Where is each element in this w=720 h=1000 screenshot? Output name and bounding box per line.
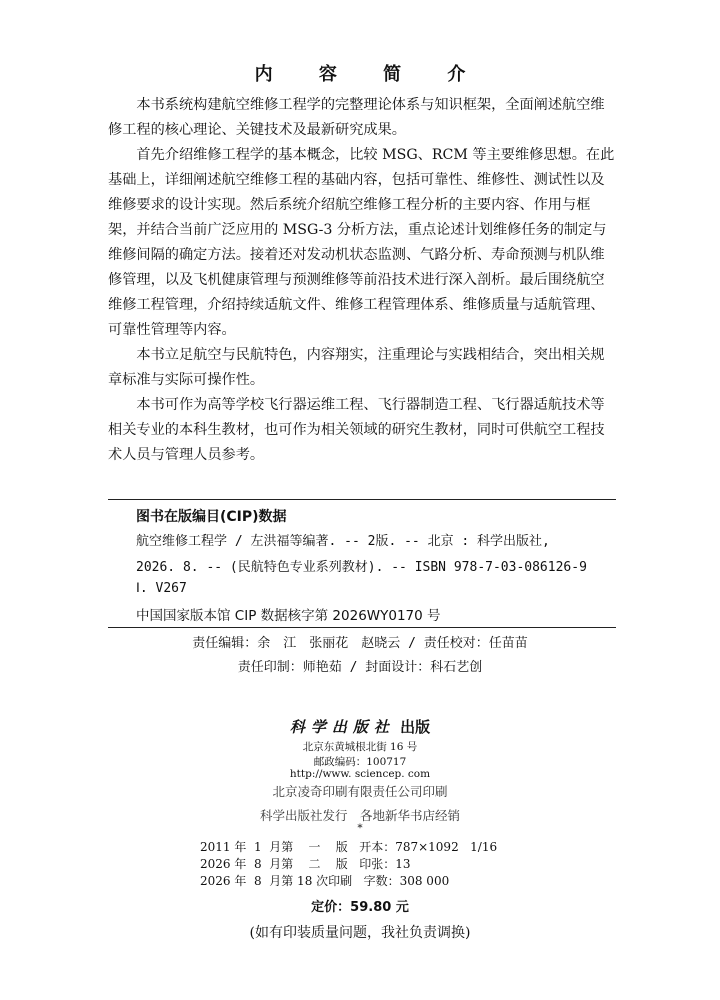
cip-line-2: 2026. 8. -- (民航特色专业系列教材). -- ISBN 978-7-03-086126-9 [136,560,587,575]
printer-name: 北京凌奇印刷有限责任公司印刷 [272,784,448,799]
publisher-website: http://www. sciencep. com [289,768,431,780]
intro-paragraph-1: 本书系统构建航空维修工程学的完整理论体系与知识框架，全面阐述航空维修工程的核心理论、关键技术及最新研究成果。 [108,97,605,138]
introduction-text [108,93,616,468]
publisher-name [0,716,720,737]
cip-top-rule [108,499,616,500]
intro-paragraph-4: 本书可作为高等学校飞行器运维工程、飞行器制造工程、飞行器适航技术等相关专业的本科生教材，也可作为相关领域的研究生教材，同时可供航空工程技术人员与管理人员参考。 [108,397,605,463]
edition-line-3: 2026 年 8 月第 18 次印刷 字数：308 000 [200,874,450,888]
edition-line-1: 2011 年 1 月第 一 版 开本：787×1092 1/16 [200,840,498,854]
separator-star: * [357,822,363,834]
cip-heading: 图书在版编目(CIP)数据 [136,509,287,525]
credits-production: 责任印制：师艳茹 / 封面设计：科石艺创 [237,660,483,675]
cip-line-1: 航空维修工程学 / 左洪福等编著. -- 2版. -- 北京 : 科学出版社, [136,534,550,549]
intro-paragraph-3: 本书立足航空与民航特色，内容翔实，注重理论与实践相结合，突出相关规章标准与实际可操作性。 [108,347,605,388]
publisher-address: 北京东黄城根北街 16 号 [302,741,418,753]
edition-line-2: 2026 年 8 月第 二 版 印张：13 [200,857,411,871]
publisher-postcode: 邮政编码：100717 [313,756,407,768]
quality-note: (如有印装质量问题，我社负责调换) [249,925,471,941]
intro-paragraph-2: 首先介绍维修工程学的基本概念，比较 MSG、RCM 等主要维修思想。在此基础上，详细阐述航空维修工程的基础内容，包括可靠性、维修性、测试性以及维修要求的设计实现。然后系统介绍航空维修工程分析的主要内容、作用与框架，并结合当前广泛应用的 MSG-3 分析方法，重点论述计划维修任务的制定与维修间隔的确定方法。接着还对发动机状态监测、气路分析、寿命预测与机队维修管理，以及飞机健康管理与预测维修等前沿技术进行深入剖析。最后围绕航空维修工程管理，介绍持续适航文件、维修工程管理体系、维修质量与适航管理、可靠性管理等内容。 [108,147,615,338]
credits-editors: 责任编辑：余 江 张丽花 赵晓云 / 责任校对：任苗苗 [192,636,528,651]
price: 定价：59.80 元 [311,900,409,915]
distribution-info: 科学出版社发行 各地新华书店经销 [259,808,460,823]
cip-line-3: Ⅰ. V267 [136,581,187,596]
cip-record-number: 中国国家版本馆 CIP 数据核字第 2026WY0170 号 [136,608,441,624]
publisher-logo-text: 科学出版社 [289,718,395,736]
page-title: 内 容 简 介 [254,64,486,85]
cip-bottom-rule [108,627,616,628]
publisher-suffix: 出版 [400,718,431,736]
